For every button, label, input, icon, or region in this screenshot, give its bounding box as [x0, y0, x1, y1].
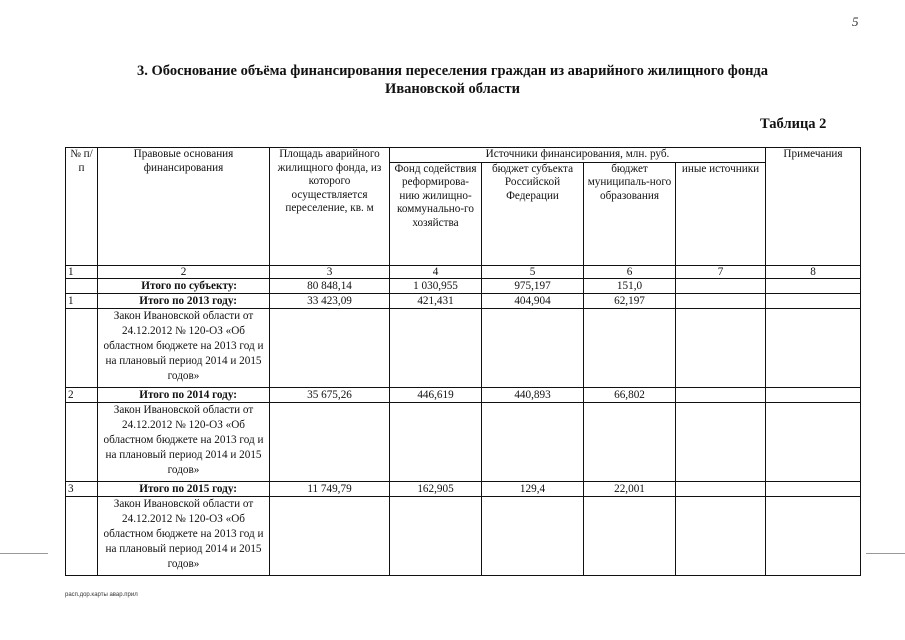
other-value [676, 278, 766, 293]
page-number: 5 [852, 14, 859, 29]
column-number: 5 [482, 265, 584, 278]
legal-basis-text: Закон Ивановской области от 24.12.2012 № 120-ОЗ «Об областном бюджете на 2013 год и на плановый период 2014 и 2015 годов» [98, 308, 270, 387]
column-number: 1 [66, 265, 98, 278]
empty-cell [270, 402, 390, 481]
document-title [0, 62, 905, 98]
row-num: 2 [66, 387, 98, 402]
subject-budget-value: 440,893 [482, 387, 584, 402]
municipal-budget-value: 62,197 [584, 293, 676, 308]
empty-cell [766, 402, 861, 481]
row-label: Итого по субъекту: [98, 278, 270, 293]
column-number: 7 [676, 265, 766, 278]
municipal-budget-value: 151,0 [584, 278, 676, 293]
empty-cell [482, 496, 584, 575]
legal-basis-text: Закон Ивановской области от 24.12.2012 № 120-ОЗ «Об областном бюджете на 2013 год и на плановый период 2014 и 2015 годов» [98, 496, 270, 575]
scan-artifact-line [0, 553, 48, 554]
year-2015-total-row [66, 481, 861, 496]
empty-cell [766, 496, 861, 575]
row-num: 1 [66, 293, 98, 308]
year-2014-total-row [66, 387, 861, 402]
header-sources-group: Источники финансирования, млн. руб. [390, 148, 766, 163]
other-value [676, 387, 766, 402]
header-num: № п/п [66, 148, 98, 266]
notes-value [766, 278, 861, 293]
year-2014-law-row [66, 402, 861, 481]
subject-total-row [66, 278, 861, 293]
header-subject-budget: бюджет субъекта Российской Федерации [482, 162, 584, 265]
empty-cell [584, 308, 676, 387]
legal-basis-text: Закон Ивановской области от 24.12.2012 № 120-ОЗ «Об областном бюджете на 2013 год и на плановый период 2014 и 2015 годов» [98, 402, 270, 481]
year-2013-total-row [66, 293, 861, 308]
year-2015-law-row [66, 496, 861, 575]
fund-value: 162,905 [390, 481, 482, 496]
empty-cell [390, 402, 482, 481]
title-line-2: Ивановской области [385, 81, 520, 97]
footnote: расп.дор.карты авар.прил [65, 592, 138, 598]
empty-cell [66, 496, 98, 575]
other-value [676, 293, 766, 308]
row-num: 3 [66, 481, 98, 496]
empty-cell [676, 402, 766, 481]
empty-cell [66, 308, 98, 387]
row-num [66, 278, 98, 293]
area-value: 33 423,09 [270, 293, 390, 308]
header-fund: Фонд содействия реформирова-нию жилищно-коммунально-го хозяйства [390, 162, 482, 265]
empty-cell [676, 496, 766, 575]
empty-cell [584, 496, 676, 575]
empty-cell [390, 308, 482, 387]
empty-cell [766, 308, 861, 387]
notes-value [766, 387, 861, 402]
area-value: 35 675,26 [270, 387, 390, 402]
header-row-1 [66, 148, 861, 163]
column-number: 4 [390, 265, 482, 278]
column-number: 6 [584, 265, 676, 278]
empty-cell [270, 496, 390, 575]
column-number: 8 [766, 265, 861, 278]
financing-table [65, 147, 861, 576]
notes-value [766, 293, 861, 308]
empty-cell [482, 402, 584, 481]
column-numbers-row [66, 265, 861, 278]
empty-cell [270, 308, 390, 387]
header-area: Площадь аварийного жилищного фонда, из которого осуществляется переселение, кв. м [270, 148, 390, 266]
fund-value: 421,431 [390, 293, 482, 308]
column-number: 2 [98, 265, 270, 278]
row-label: Итого по 2013 году: [98, 293, 270, 308]
area-value: 11 749,79 [270, 481, 390, 496]
subject-budget-value: 975,197 [482, 278, 584, 293]
empty-cell [584, 402, 676, 481]
column-number: 3 [270, 265, 390, 278]
header-legal-basis: Правовые основания финансирования [98, 148, 270, 266]
table-label: Таблица 2 [760, 116, 827, 132]
title-line-1: 3. Обоснование объёма финансирования переселения граждан из аварийного жилищного фонда [136, 63, 769, 79]
header-notes: Примечания [766, 148, 861, 266]
fund-value: 446,619 [390, 387, 482, 402]
subject-budget-value: 129,4 [482, 481, 584, 496]
header-municipal-budget: бюджет муниципаль-ного образования [584, 162, 676, 265]
empty-cell [390, 496, 482, 575]
area-value: 80 848,14 [270, 278, 390, 293]
row-label: Итого по 2015 году: [98, 481, 270, 496]
header-other: иные источники [676, 162, 766, 265]
municipal-budget-value: 22,001 [584, 481, 676, 496]
empty-cell [66, 402, 98, 481]
empty-cell [482, 308, 584, 387]
other-value [676, 481, 766, 496]
year-2013-law-row [66, 308, 861, 387]
notes-value [766, 481, 861, 496]
subject-budget-value: 404,904 [482, 293, 584, 308]
municipal-budget-value: 66,802 [584, 387, 676, 402]
fund-value: 1 030,955 [390, 278, 482, 293]
row-label: Итого по 2014 году: [98, 387, 270, 402]
empty-cell [676, 308, 766, 387]
scan-artifact-line [866, 553, 905, 554]
